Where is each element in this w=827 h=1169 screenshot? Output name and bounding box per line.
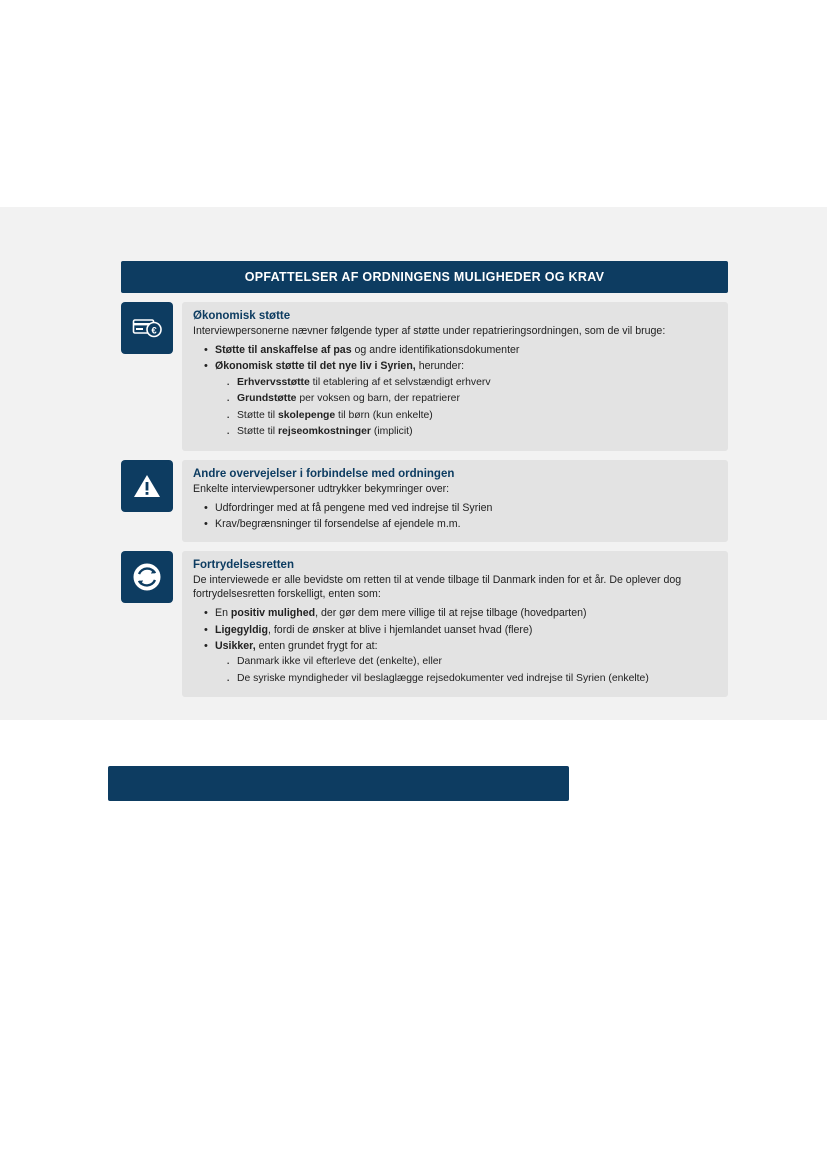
list-item — [215, 500, 717, 516]
economic-support-subbullets — [215, 375, 717, 441]
bullet-rest: enten grundet frygt for at: — [255, 640, 378, 653]
return-arrows-globe-icon — [121, 551, 173, 603]
subbullet-rest: per voksen og barn, der repatrierer — [296, 393, 460, 405]
bottom-banner-bar — [108, 766, 569, 801]
section-intro: Interviewpersonerne nævner følgende typer af støtte under repatrieringsordningen, som de vil bruge: — [193, 325, 666, 337]
section-heading: Andre overvejelser i forbindelse med ordningen — [193, 467, 455, 480]
bullet-bold: positiv mulighed — [230, 607, 316, 620]
bullet-rest: Krav/begrænsninger til forsendelse af ejendele m.m. — [215, 517, 461, 530]
list-item — [237, 671, 717, 687]
subbullet-rest: til etablering af et selvstændigt erhverv — [309, 376, 491, 388]
figure-section-other-considerations — [121, 460, 728, 543]
list-item — [215, 342, 717, 358]
economic-support-card — [182, 302, 728, 451]
right-of-regret-card — [182, 551, 728, 697]
subbullet-rest: Danmark ikke vil efterleve det (enkelte), eller — [237, 656, 443, 668]
list-item — [237, 654, 717, 670]
list-item — [215, 516, 717, 532]
bullet-pre: En — [215, 607, 231, 620]
other-considerations-bullets — [193, 500, 717, 533]
list-item — [237, 391, 717, 407]
subbullet-rest: (implicit) — [370, 426, 413, 438]
subbullet-rest: til børn (kun enkelte) — [335, 409, 433, 421]
bullet-rest: og andre identifikationsdokumenter — [351, 343, 520, 356]
list-item — [237, 424, 717, 440]
right-of-regret-bullets — [193, 605, 717, 687]
economic-support-bullets — [193, 342, 717, 441]
subbullet-bold: Erhvervsstøtte — [237, 376, 310, 388]
section-intro: Enkelte interviewpersoner udtrykker bekymringer over: — [193, 482, 450, 495]
figure-title: OPFATTELSER AF ORDNINGENS MULIGHEDER OG KRAV — [121, 261, 728, 293]
figure-section-right-of-regret — [121, 551, 728, 697]
bullet-rest: Udfordringer med at få pengene med ved indrejse til Syrien — [215, 501, 493, 514]
svg-text:€: € — [151, 325, 157, 337]
list-item — [215, 358, 717, 440]
warning-triangle-icon — [121, 460, 173, 512]
subbullet-rest: De syriske myndigheder vil beslaglægge rejsedokumenter ved indrejse til Syrien (enkelte) — [237, 672, 649, 684]
bullet-bold: Ligegyldig — [215, 623, 268, 636]
section-intro: De interviewede er alle bevidste om retten til at vende tilbage til Danmark inden for et år. De oplever dog fortrydelsesretten forskelligt, enten som: — [193, 574, 682, 601]
bullet-bold: Usikker, — [215, 640, 256, 653]
bullet-rest: , der gør dem mere villige til at rejse tilbage (hovedparten) — [315, 607, 587, 620]
right-of-regret-subbullets — [215, 654, 717, 687]
figure-section-economic-support — [121, 302, 728, 451]
section-heading: Fortrydelsesretten — [193, 559, 294, 572]
list-item — [237, 375, 717, 391]
list-item — [237, 408, 717, 424]
subbullet-bold: skolepenge — [278, 409, 336, 421]
subbullet-bold: rejseomkostninger — [278, 426, 371, 438]
list-item — [215, 605, 717, 621]
subbullet-pre: Støtte til — [237, 409, 278, 421]
bullet-rest: herunder: — [415, 360, 465, 373]
subbullet-pre: Støtte til — [237, 426, 278, 438]
list-item — [215, 622, 717, 638]
list-item — [215, 638, 717, 687]
bullet-rest: , fordi de ønsker at blive i hjemlandet uanset hvad (flere) — [267, 623, 533, 636]
bullet-bold: Økonomisk støtte til det nye liv i Syrien, — [215, 360, 416, 373]
figure-container — [121, 261, 728, 697]
money-card-euro-icon — [121, 302, 173, 354]
subbullet-bold: Grundstøtte — [237, 393, 297, 405]
bullet-bold: Støtte til anskaffelse af pas — [215, 343, 352, 356]
section-heading: Økonomisk støtte — [193, 310, 291, 322]
other-considerations-card — [182, 460, 728, 543]
